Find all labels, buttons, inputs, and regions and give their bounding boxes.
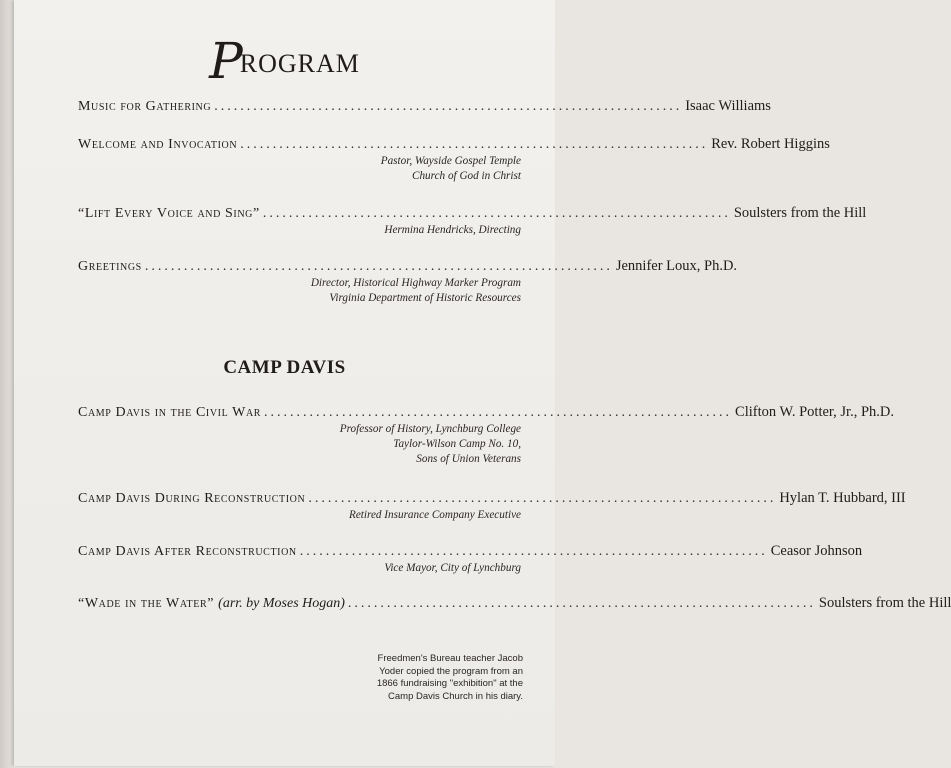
camp-davis-entry-wade-in-the-water bbox=[78, 594, 951, 613]
entry-label: “Lift Every Voice and Sing” bbox=[78, 206, 260, 221]
leader-dots: ........................................................................ bbox=[214, 99, 683, 114]
camp-davis-entry-civil-war bbox=[78, 403, 894, 467]
title-rest: ROGRAM bbox=[239, 49, 360, 78]
leader-dots: ........................................................................ bbox=[144, 259, 613, 274]
page-title bbox=[14, 32, 555, 90]
program-entry-music bbox=[78, 97, 771, 116]
entry-performer: Rev. Robert Higgins bbox=[711, 136, 830, 152]
entry-label: Camp Davis in the Civil War bbox=[78, 405, 262, 420]
entry-detail: Hermina Hendricks, Directing bbox=[384, 224, 521, 236]
entry-detail: Taylor-Wilson Camp No. 10, bbox=[393, 438, 521, 450]
entry-label: Greetings bbox=[78, 259, 142, 274]
leader-dots: ........................................................................ bbox=[240, 137, 709, 152]
leader-dots: ........................................................................ bbox=[264, 405, 733, 420]
leader-dots: ........................................................................ bbox=[299, 544, 768, 559]
leader-dots: ........................................................................ bbox=[262, 206, 731, 221]
entry-label-note: (arr. by Moses Hogan) bbox=[218, 596, 345, 611]
entry-performer: Jennifer Loux, Ph.D. bbox=[615, 258, 738, 274]
program-entry-welcome bbox=[78, 135, 830, 184]
entry-label bbox=[78, 595, 345, 613]
entry-performer: Hylan T. Hubbard, III bbox=[779, 490, 906, 506]
leader-dots: ........................................................................ bbox=[308, 491, 777, 506]
photo-caption: Freedmen's Bureau teacher Jacob Yoder copied the program from an 1866 fundraising "exhibition" at the Camp Davis Church in his diary. bbox=[376, 653, 523, 702]
section-heading: CAMP DAVIS bbox=[223, 357, 346, 378]
entry-label: Music for Gathering bbox=[78, 99, 212, 114]
entry-performer: Soulsters from the Hill bbox=[733, 205, 867, 221]
entry-detail: Director, Historical Highway Marker Program bbox=[310, 277, 521, 289]
entry-detail: Sons of Union Veterans bbox=[416, 453, 521, 465]
entry-detail: Virginia Department of Historic Resources bbox=[329, 292, 521, 304]
entry-label-title: “Wade in the Water” bbox=[78, 596, 215, 611]
entry-label: Camp Davis During Reconstruction bbox=[78, 491, 306, 506]
entry-performer: Ceasor Johnson bbox=[770, 543, 863, 559]
program-entry-lift-every-voice bbox=[78, 204, 867, 238]
leader-dots: ........................................................................ bbox=[347, 596, 816, 611]
entry-detail: Retired Insurance Company Executive bbox=[349, 509, 521, 521]
entry-detail: Professor of History, Lynchburg College bbox=[339, 423, 521, 435]
camp-davis-entry-reconstruction bbox=[78, 489, 906, 523]
entry-label: Welcome and Invocation bbox=[78, 137, 238, 152]
camp-davis-entry-after-reconstruction bbox=[78, 542, 863, 576]
entry-performer: Soulsters from the Hill bbox=[818, 595, 951, 611]
book-binding bbox=[0, 0, 14, 768]
title-initial: P bbox=[209, 32, 244, 90]
entry-detail: Pastor, Wayside Gospel Temple bbox=[380, 155, 521, 167]
entry-performer: Isaac Williams bbox=[685, 98, 771, 114]
entry-detail: Vice Mayor, City of Lynchburg bbox=[384, 562, 521, 574]
entry-label: Camp Davis After Reconstruction bbox=[78, 544, 297, 559]
program-entry-greetings bbox=[78, 257, 738, 306]
entry-performer: Clifton W. Potter, Jr., Ph.D. bbox=[735, 404, 894, 420]
entry-detail: Church of God in Christ bbox=[412, 170, 521, 182]
program-page bbox=[14, 0, 951, 766]
